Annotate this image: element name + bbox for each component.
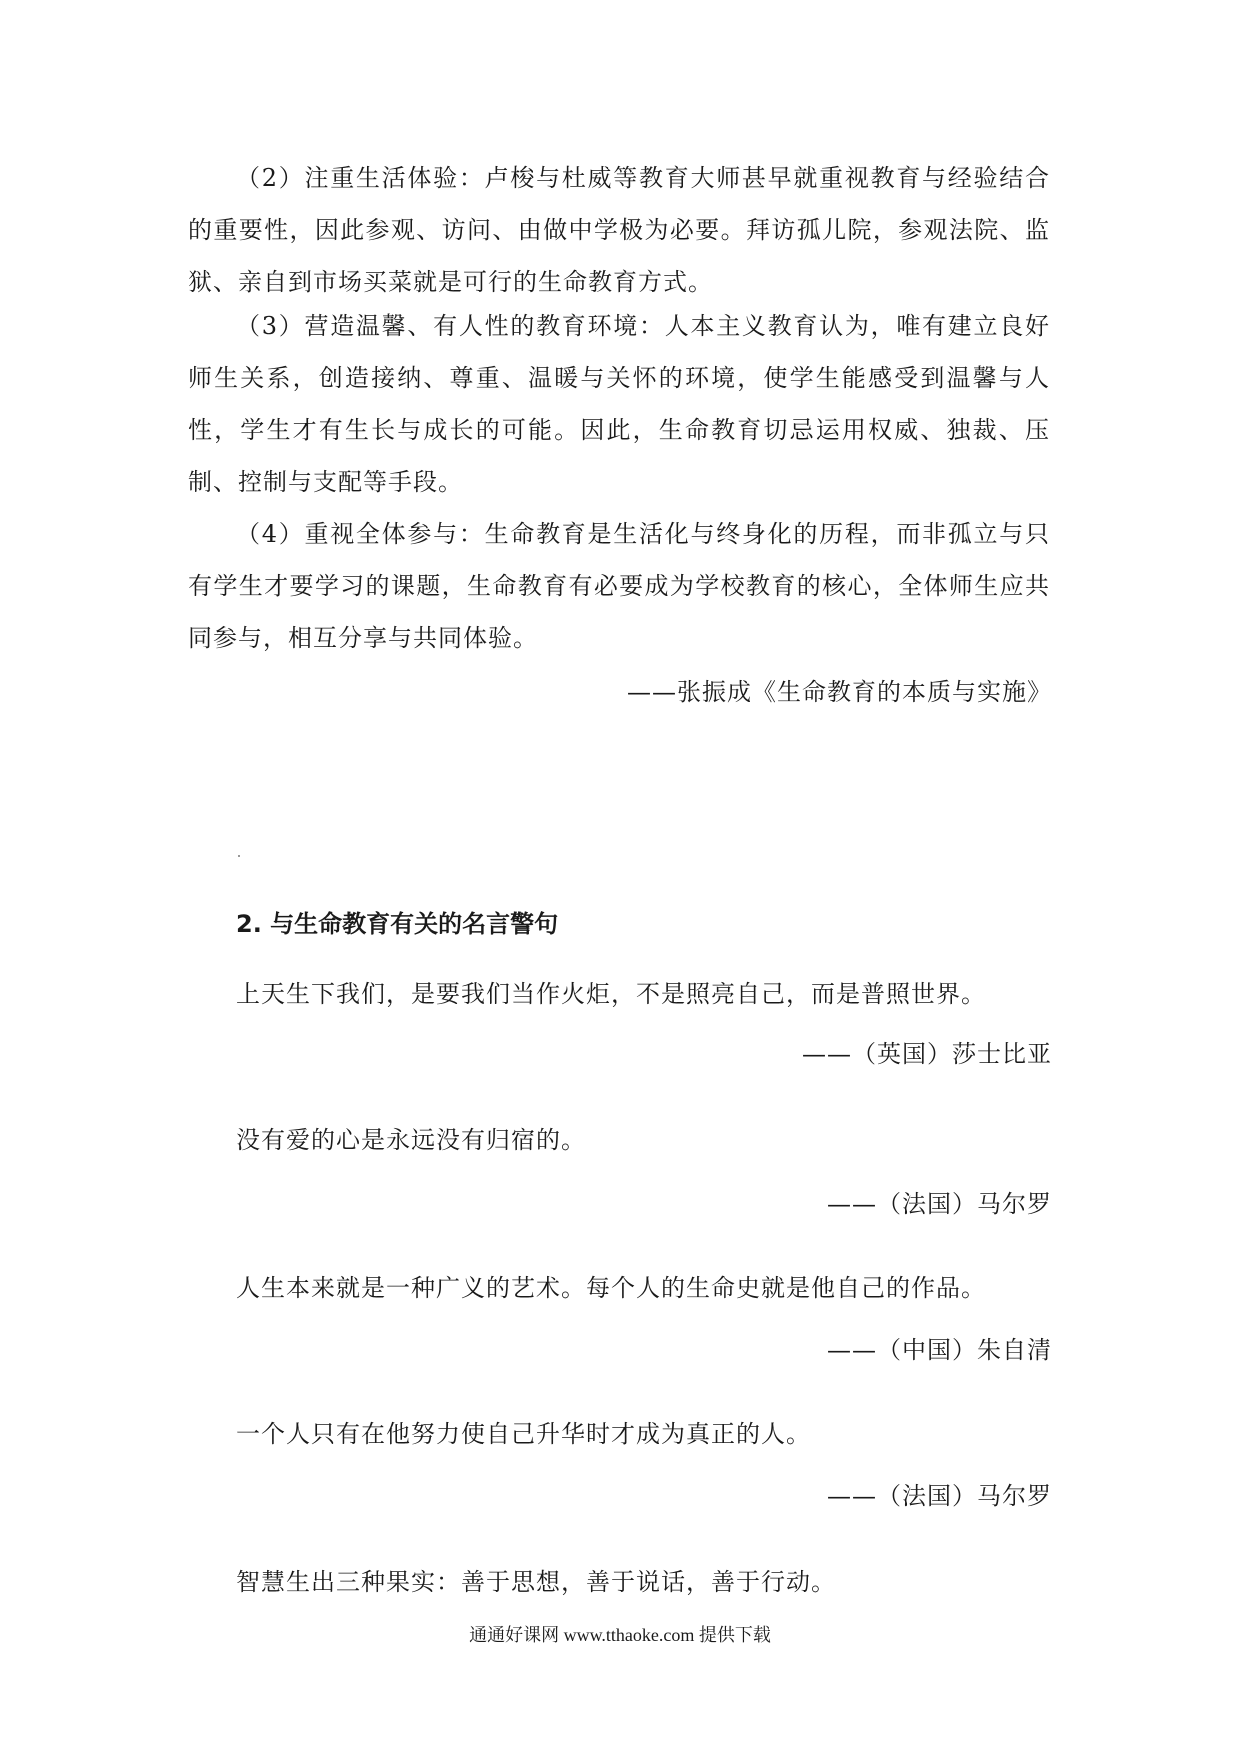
quote-author: ——（英国）莎士比亚 — [802, 1040, 1052, 1068]
quote-author: ——（法国）马尔罗 — [827, 1190, 1052, 1218]
paragraph-warm-environment: （3）营造温馨、有人性的教育环境：人本主义教育认为，唯有建立良好师生关系，创造接纳、尊重、温暖与关怀的环境，使学生能感受到温馨与人性，学生才有生长与成长的可能。因此，生命教育切忌运用权威、独裁、压制、控制与支配等手段。 — [188, 312, 1050, 496]
citation-source: ——张振成《生命教育的本质与实施》 — [627, 678, 1052, 706]
quote-text: 人生本来就是一种广义的艺术。每个人的生命史就是他自己的作品。 — [236, 1274, 986, 1302]
page-footer: 通通好课网 www.tthaoke.com 提供下载 — [469, 1625, 771, 1645]
quote-text: 一个人只有在他努力使自己升华时才成为真正的人。 — [236, 1420, 811, 1448]
section-heading: 2. 与生命教育有关的名言警句 — [236, 910, 559, 938]
paragraph-life-experience: （2）注重生活体验：卢梭与杜威等教育大师甚早就重视教育与经验结合的重要性，因此参观、访问、由做中学极为必要。拜访孤儿院，参观法院、监狱、亲自到市场买菜就是可行的生命教育方式。 — [188, 164, 1050, 296]
quote-text: 没有爱的心是永远没有归宿的。 — [236, 1126, 586, 1154]
quote-author: ——（法国）马尔罗 — [827, 1482, 1052, 1510]
quote-author: ——（中国）朱自清 — [827, 1336, 1052, 1364]
quote-text: 上天生下我们，是要我们当作火炬，不是照亮自己，而是普照世界。 — [236, 980, 986, 1008]
paragraph-full-participation: （4）重视全体参与：生命教育是生活化与终身化的历程，而非孤立与只有学生才要学习的课题，生命教育有必要成为学校教育的核心，全体师生应共同参与，相互分享与共同体验。 — [188, 520, 1050, 652]
quote-text: 智慧生出三种果实：善于思想，善于说话，善于行动。 — [236, 1568, 836, 1596]
scan-speck — [238, 855, 240, 857]
